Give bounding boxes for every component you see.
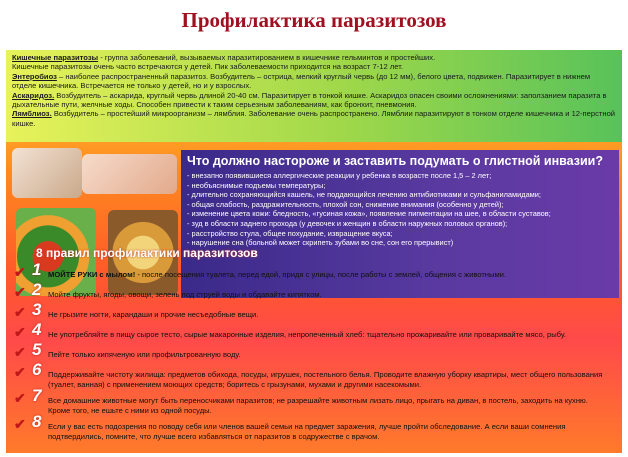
intro-term-5: Лямблиоз. bbox=[12, 109, 52, 119]
rule-number: 1 bbox=[32, 260, 42, 279]
intro-term-1: Кишечные паразитозы bbox=[12, 53, 99, 62]
rule-text: Поддерживайте чистоту жилища: предметов обихода, посуды, игрушек, постельного белья. Проводите влажную уборку квартиры, мест общего пользования (туалет, ванная) с применением моющих средств; боритесь с грызунами, мухами и другими насекомыми. bbox=[48, 370, 603, 389]
rule-text: Не употребляйте в пищу сырое тесто, сырые макаронные изделия, непропеченный хлеб: тщательно прожаривайте или проваривайте мясо, рыбу. bbox=[48, 330, 567, 339]
warning-item: - нарушение сна (больной может скрипеть зубами во сне, сон его прерывист) bbox=[187, 238, 454, 248]
intro-paragraph-5 bbox=[12, 109, 616, 128]
warning-item: - внезапно появившиеся аллергические реакции у ребенка в возрасте после 1,5 – 2 лет; bbox=[187, 171, 492, 180]
rules-heading: 8 правил профилактики паразитозов bbox=[36, 246, 258, 260]
rule-text: Не грызите ногти, карандаши и прочие несъедобные вещи. bbox=[48, 310, 259, 319]
rule-number: 8 bbox=[32, 412, 42, 431]
warning-heading: Что должно настороже и заставить подумать о глистной инвазии? bbox=[187, 154, 604, 168]
intro-paragraph-1 bbox=[12, 53, 616, 62]
intro-block bbox=[6, 50, 622, 142]
checkmark-icon: ✔ bbox=[14, 416, 26, 432]
rule-number: 4 bbox=[32, 320, 42, 339]
intro-text-5: Возбудитель – простейший микроорганизм – лямблия. Заболевание очень распространено. Лямблии паразитируют в тонком отделе кишечника и 12-перстной кишке. bbox=[12, 109, 616, 128]
intro-text-1: - группа заболеваний, вызываемых паразитированием в кишечнике гельминтов и простейших. bbox=[98, 53, 436, 62]
warning-item: - изменение цвета кожи: бледность, «гусиная кожа», появление пигментации на шее, в области суставов; bbox=[187, 209, 551, 219]
intro-term-3: Энтеробиоз bbox=[12, 71, 57, 81]
rule-number: 5 bbox=[32, 340, 42, 359]
rule-text: Пейте только кипяченую или профильтрованную воду. bbox=[48, 350, 241, 359]
page-title: Профилактика паразитозов bbox=[181, 8, 447, 32]
warning-item: - расстройство стула, общее похудание, извращение вкуса; bbox=[187, 228, 393, 238]
warning-item: - зуд в области заднего прохода (у девочек и женщин в области наружных половых органов); bbox=[187, 218, 508, 228]
warning-item: - длительно сохраняющийся кашель, не поддающийся лечению антибиотиками и сульфаниламидами; bbox=[187, 190, 541, 200]
rule-text: Все домашние животные могут быть переносчиками паразитов; не разрешайте животным лизать лицо, прыгать на диван, в постель, заходить на кухню. Кроме того, не ешьте с ними из одной посуды. bbox=[48, 396, 588, 415]
intro-text-2: Кишечные паразитозы очень часто встречаются у детей. Пик заболеваемости приходится на возраст 7-12 лет. bbox=[12, 62, 403, 72]
warning-item: - общая слабость, раздражительность, плохой сон, снижение внимания (особенно у детей); bbox=[187, 199, 504, 209]
rule-text bbox=[48, 270, 608, 280]
rule-text: Мойте фрукты, ягоды, овощи, зелень под струей воды и обдавайте кипятком. bbox=[48, 290, 322, 299]
checkmark-icon: ✔ bbox=[14, 324, 26, 340]
intro-paragraph-3 bbox=[12, 72, 616, 91]
rule-number: 2 bbox=[32, 280, 42, 299]
checkmark-icon: ✔ bbox=[14, 344, 26, 360]
rule-number: 7 bbox=[32, 386, 42, 405]
intro-term-4: Аскаридоз. bbox=[12, 90, 55, 100]
rule-number: 3 bbox=[32, 300, 42, 319]
intro-paragraph-4 bbox=[12, 91, 616, 110]
checkmark-icon: ✔ bbox=[14, 390, 26, 406]
warning-item: - необъяснимые подъемы температуры; bbox=[187, 180, 326, 190]
checkmark-icon: ✔ bbox=[14, 304, 26, 320]
child-washing-photo bbox=[12, 148, 82, 198]
rule-bold: МОЙТЕ РУКИ с мылом! bbox=[48, 270, 136, 279]
intro-paragraph-2 bbox=[12, 62, 616, 71]
rule-number: 6 bbox=[32, 360, 42, 379]
intro-text-3: – наиболее распространенный паразитоз. Возбудитель – острица, мелкий круглый червь (до 12 мм), белого цвета, подвижен. Паразитирует в нижнем отделе кишечника. Встречается не только у детей, но и у взрослых. bbox=[12, 71, 591, 91]
rule-body: - после посещения туалета, перед едой, придя с улицы, после работы с землей, общения с животными. bbox=[135, 270, 507, 279]
stomach-photo bbox=[82, 154, 177, 194]
checkmark-icon: ✔ bbox=[14, 264, 26, 280]
rule-text: Если у вас есть подозрения по поводу себя или членов вашей семьи на предмет заражения, лучше пройти обследование. А если ваши сомнения подтвердились, помните, что лучше всего избавляться от паразитов в содружестве с врачом. bbox=[48, 422, 566, 441]
poster bbox=[6, 50, 622, 453]
checkmark-icon: ✔ bbox=[14, 284, 26, 300]
checkmark-icon: ✔ bbox=[14, 364, 26, 380]
warning-list bbox=[187, 171, 613, 248]
intro-text-4: Возбудитель – аскарида, круглый червь длиной 20-40 см. Паразитирует в тонкой кишке. Аскаридоз опасен своими осложнениями: заползанием паразита в дыхательные пути, желчные ходы. Способен привести к таким серьезным заболеваниям, как бронхит, пневмония. bbox=[12, 90, 607, 110]
